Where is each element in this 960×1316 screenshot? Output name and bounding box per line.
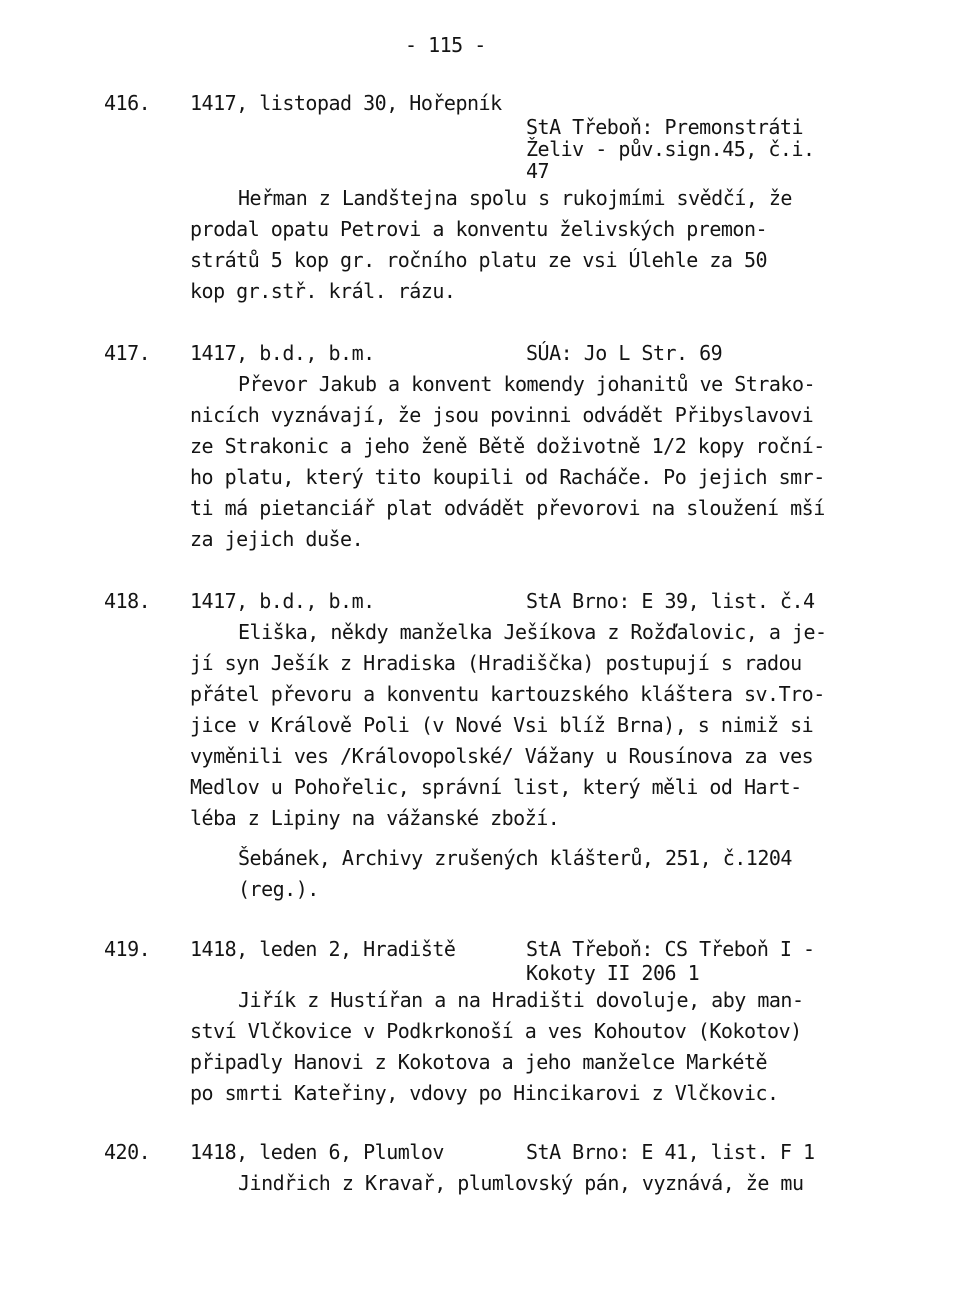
text-line: ho platu, který tito koupili od Racháče. Po jejich smr-: [190, 465, 825, 489]
text-line: kop gr.stř. král. rázu.: [190, 279, 456, 303]
text-line: StA Brno: E 41, list. F 1: [526, 1140, 815, 1164]
text-line: 47: [526, 159, 550, 183]
text-line: Převor Jakub a konvent komendy johanitů ve Strako-: [238, 372, 816, 396]
text-line: 1418, leden 2, Hradiště: [190, 937, 456, 961]
page-number: - 115 -: [405, 33, 486, 57]
text-line: 420.: [104, 1140, 151, 1164]
text-line: po smrti Kateřiny, vdovy po Hincikarovi z Vlčkovic.: [190, 1081, 779, 1105]
text-line: přátel převoru a konventu kartouzského kláštera sv.Tro-: [190, 682, 825, 706]
text-line: Heřman z Landštejna spolu s rukojmími svědčí, že: [238, 186, 792, 210]
text-line: Želiv - pův.sign.45, č.i.: [526, 137, 815, 161]
text-line: StA Třeboň: Premonstráti: [526, 115, 803, 139]
text-line: prodal opatu Petrovi a konventu želivských premon-: [190, 217, 768, 241]
text-line: 1417, listopad 30, Hořepník: [190, 91, 502, 115]
text-line: jí syn Ješík z Hradiska (Hradiščka) postupují s radou: [190, 651, 802, 675]
text-line: (reg.).: [238, 877, 319, 901]
text-line: 417.: [104, 341, 151, 365]
text-line: 1417, b.d., b.m.: [190, 341, 375, 365]
text-line: ství Vlčkovice v Podkrkonoší a ves Kohoutov (Kokotov): [190, 1019, 802, 1043]
text-line: 416.: [104, 91, 151, 115]
text-line: 1418, leden 6, Plumlov: [190, 1140, 444, 1164]
text-line: Jiřík z Hustířan a na Hradišti dovoluje, aby man-: [238, 988, 804, 1012]
text-line: Kokoty II 206 1: [526, 961, 700, 985]
text-line: 419.: [104, 937, 151, 961]
text-line: ze Strakonic a jeho ženě Bětě doživotně 1/2 kopy roční-: [190, 434, 825, 458]
text-line: léba z Lipiny na vážanské zboží.: [190, 806, 560, 830]
text-line: SÚA: Jo L Str. 69: [526, 341, 723, 365]
text-line: za jejich duše.: [190, 527, 364, 551]
text-line: nicích vyznávají, že jsou povinni odvádět Přibyslavovi: [190, 403, 814, 427]
text-line: jice v Králově Poli (v Nové Vsi blíž Brna), s nimiž si: [190, 713, 814, 737]
text-line: 1417, b.d., b.m.: [190, 589, 375, 613]
text-line: Medlov u Pohořelic, správní list, který měli od Hart-: [190, 775, 802, 799]
text-line: StA Třeboň: CS Třeboň I -: [526, 937, 815, 961]
text-line: připadly Hanovi z Kokotova a jeho manželce Markétě: [190, 1050, 768, 1074]
text-line: Jindřich z Kravař, plumlovský pán, vyznává, že mu: [238, 1171, 804, 1195]
text-line: ti má pietanciář plat odvádět převorovi na sloužení mší: [190, 496, 825, 520]
text-line: StA Brno: E 39, list. č.4: [526, 589, 815, 613]
text-line: Eliška, někdy manželka Ješíkova z Rožďalovic, a je-: [238, 620, 827, 644]
text-line: vyměnili ves /Královopolské/ Vážany u Rousínova za ves: [190, 744, 814, 768]
text-line: 418.: [104, 589, 151, 613]
text-line: strátů 5 kop gr. ročního platu ze vsi Úlehle za 50: [190, 248, 768, 272]
text-line: Šebánek, Archivy zrušených klášterů, 251, č.1204: [238, 846, 792, 870]
